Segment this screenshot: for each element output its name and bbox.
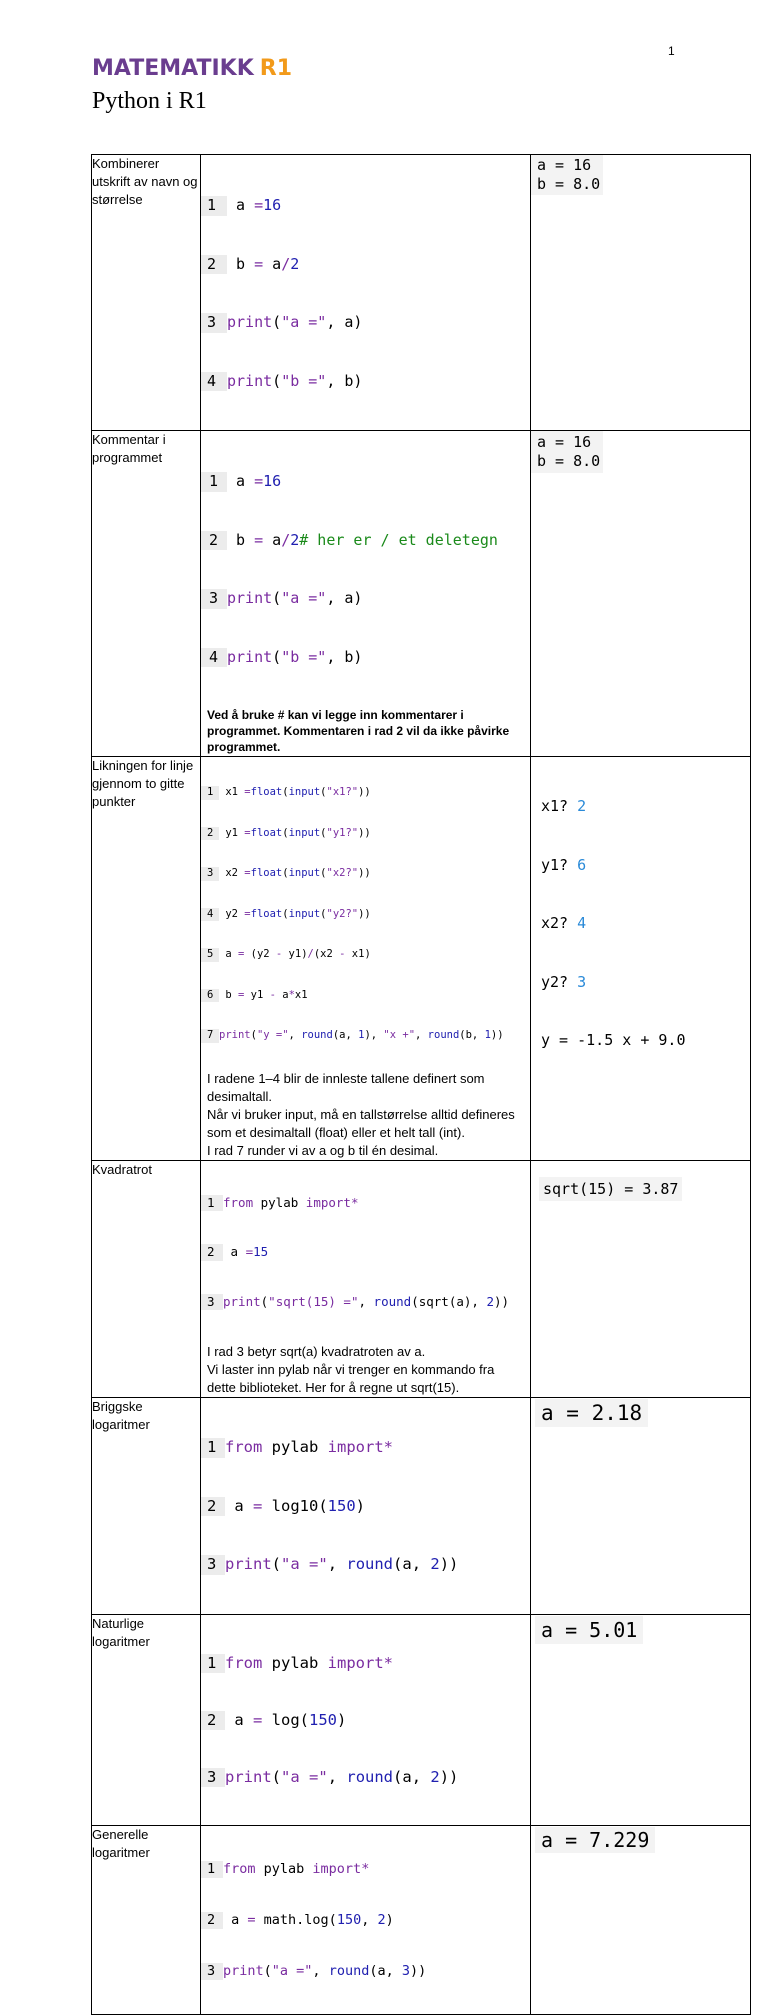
code-block: 1 from pylab import * 2 a = math.log( 150 , 2 ) 3 print ( "a =" , round (a, 3 )) bbox=[201, 1826, 530, 2014]
code-cell bbox=[201, 155, 531, 431]
output-cell bbox=[531, 155, 751, 431]
output-cell bbox=[531, 1398, 751, 1615]
page-title: Python i R1 bbox=[92, 88, 207, 114]
explanation-text: I rad 3 betyr sqrt(a) kvadratroten av a. Vi laster inn pylab når vi trenger en kommando fra dette biblioteket. Her for å regne ut sqrt(15). bbox=[207, 1344, 495, 1395]
row-label: Kommentar i programmet bbox=[92, 431, 201, 757]
row-label: Naturlige logaritmer bbox=[92, 1614, 201, 1825]
code-block: 1 a = 16 2 b = a / 2 # her er / et deletegn 3 print ( "a =" , a) 4 print ( "b =" , b) bbox=[201, 431, 530, 706]
table-row bbox=[92, 757, 751, 1161]
code-block: 1 from pylab import * 2 a = log10( 150 ) 3 print ( "a =" , round (a, 2 )) bbox=[201, 1398, 530, 1614]
output-cell bbox=[531, 1614, 751, 1825]
code-cell bbox=[201, 1160, 531, 1398]
code-comment: # her er / et deletegn bbox=[299, 530, 498, 549]
python-table bbox=[91, 154, 751, 2015]
output-cell bbox=[531, 1160, 751, 1398]
table-row bbox=[92, 155, 751, 431]
explanation-text: I radene 1–4 blir de innleste tallene definert som desimaltall. Når vi bruker input, må en tallstørrelse alltid defineres som et desimaltall (float) eller et helt tall (int). I rad 7 runder vi av a og b til én desimal. bbox=[207, 1070, 515, 1158]
table-row bbox=[92, 1825, 751, 2014]
output-cell bbox=[531, 431, 751, 757]
page-number: 1 bbox=[668, 44, 675, 58]
output-cell bbox=[531, 757, 751, 1161]
code-cell bbox=[201, 431, 531, 757]
code-block: 1 from pylab import * 2 a = 15 3 print ( "sqrt(15) =" , round (sqrt(a), 2 )) bbox=[201, 1161, 530, 1344]
output-block: a = 2.18 bbox=[535, 1399, 648, 1427]
table-row bbox=[92, 1614, 751, 1825]
output-block: x1? 2 y1? 6 x2? 4 y2? 3 y = -1.5 x + 9.0 bbox=[541, 797, 686, 1049]
output-block: a = 7.229 bbox=[535, 1827, 655, 1853]
output-cell bbox=[531, 1825, 751, 2014]
output-block: a = 5.01 bbox=[535, 1616, 643, 1644]
code-cell bbox=[201, 1825, 531, 2014]
table-row bbox=[92, 431, 751, 757]
brand-logo bbox=[92, 56, 292, 81]
output-block: sqrt(15) = 3.87 bbox=[539, 1177, 682, 1201]
output-block: a = 16 b = 8.0 bbox=[531, 155, 603, 195]
row-label: Kvadratrot bbox=[92, 1160, 201, 1398]
row-label: Kombinerer utskrift av navn og størrelse bbox=[92, 155, 201, 431]
code-cell bbox=[201, 1614, 531, 1825]
brand-matematikk: MATEMATIKK bbox=[92, 56, 254, 81]
code-cell bbox=[201, 757, 531, 1161]
row-label: Briggske logaritmer bbox=[92, 1398, 201, 1615]
code-block: 1 x1 = float ( input ( "x1?" )) 2 y1 = float ( input ( "y1?" )) 3 x2 = float ( input ( "x2?" )) 4 y2 = float ( input ( "y2?" )) 5 a = (y2 - y1) / (x2 - x1) 6 b = y1 - a * x1 7 print ( "y =" , round (a, 1 ), "x +" , round (b, 1 )) bbox=[201, 757, 530, 1070]
row-label: Likningen for linje gjennom to gitte punkter bbox=[92, 757, 201, 1161]
code-block: 1 from pylab import * 2 a = log( 150 ) 3 print ( "a =" , round (a, 2 )) bbox=[201, 1615, 530, 1825]
code-block: 1 a = 16 2 b = a / 2 3 print ( "a =" , a) 4 print ( "b =" , b) bbox=[201, 155, 530, 430]
table-row bbox=[92, 1398, 751, 1615]
table-row bbox=[92, 1160, 751, 1398]
brand-r1: R1 bbox=[259, 56, 292, 81]
explanation-text: Ved å bruke # kan vi legge inn kommentarer i programmet. Kommentaren i rad 2 vil da ikke påvirke programmet. bbox=[207, 708, 510, 754]
output-block: a = 16 b = 8.0 bbox=[531, 431, 603, 473]
row-label: Generelle logaritmer bbox=[92, 1825, 201, 2014]
code-cell bbox=[201, 1398, 531, 1615]
